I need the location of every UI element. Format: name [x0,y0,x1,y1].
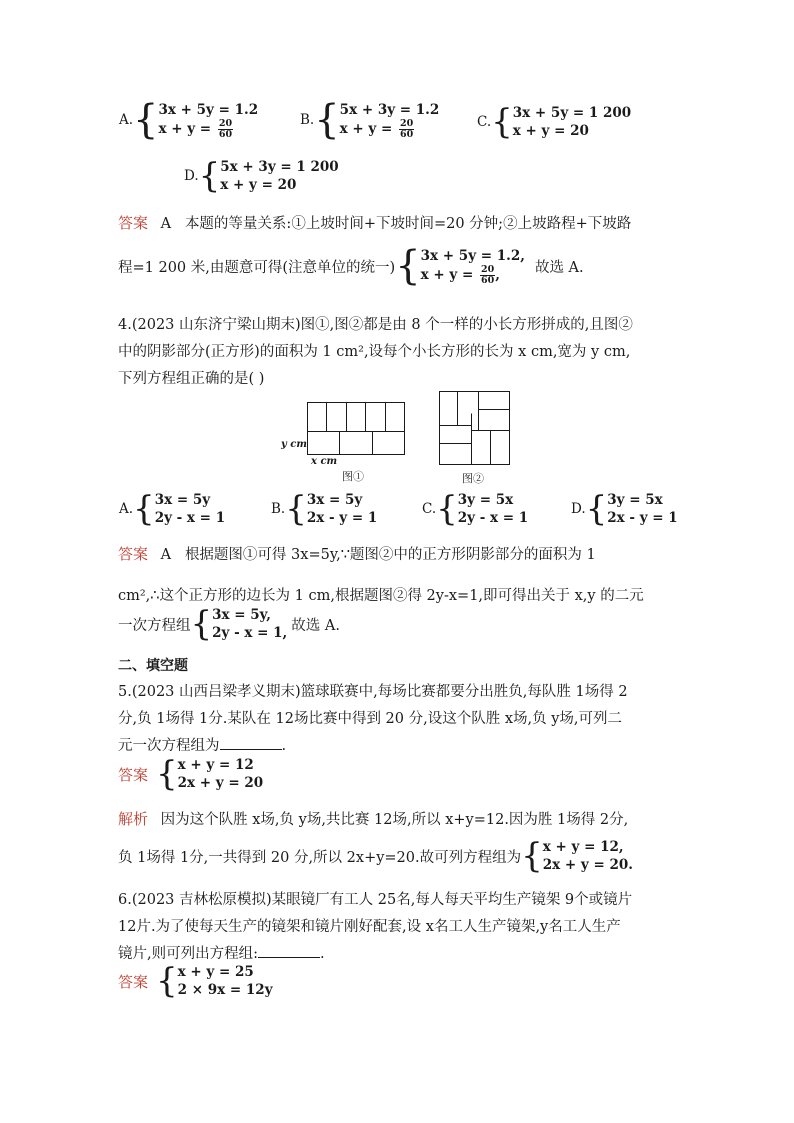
answer-text: 一次方程组 [118,617,191,634]
brace: { [190,604,213,644]
equation: x + y = $\frac{20}{60}$ [158,117,233,140]
brace: { [156,961,178,1001]
equation-system [220,158,338,194]
equation: 2y - x = 1 [154,510,226,526]
equation-system [421,247,525,286]
q4-answer-line-2: cm²,∴这个正方形的边长为 1 cm,根据题图②得 2y-x=1,即可得出关于 x,y 的二元 [118,588,644,604]
equation-system [458,491,528,527]
q3-answer-line-2 [118,243,584,289]
x-cm-label: x cm [311,456,338,467]
equation-system [340,101,440,140]
option-label: C. [477,114,492,130]
option-label: C. [422,501,437,517]
answer-text: 故选 A. [291,617,340,634]
q5-analysis-line-1 [118,808,628,829]
stem-text: 镜片,则可列出方程组: [118,946,258,962]
equation-system [159,101,259,140]
q4-option-b [271,491,377,527]
stem-text: . [281,738,287,754]
q4-option-c [422,491,528,527]
brace: { [198,156,221,196]
q4-stem-line-2: 中的阴影部分(正方形)的面积为 1 cm²,设每个小长方形的长为 x cm,宽为 y cm, [118,344,631,360]
q5-stem-line-1: 5.(2023 山西吕梁孝义期末)篮球联赛中,每场比赛都要分出胜负,每队胜 1场得 2 [118,684,628,700]
equation-system [155,491,225,527]
q3-option-d [184,158,339,194]
equation: x + y = 20 [512,123,589,139]
q3-option-b [300,97,440,143]
q4-option-d [571,491,678,527]
q4-answer-line-3 [118,606,340,642]
equation: 3x = 5y, [212,607,271,623]
brace: { [521,836,543,876]
equation: 3x + 5y = 1.2 [158,101,259,118]
answer-text: 程=1 200 米,由题意可得(注意单位的统一) [118,259,396,276]
equation: 2x - y = 1 [607,510,678,526]
equation: 5x + 3y = 1.2 [339,101,440,118]
q4-answer-line-1 [118,543,596,564]
equation: 3x = 5y [154,492,211,508]
answer-label: 答案 [118,972,149,991]
equation: 3x = 5y [306,492,363,508]
answer-label: 答案 [118,545,149,563]
equation: 3x + 5y = 1 200 [512,105,632,121]
q6-answer [118,963,273,999]
equation: 2 × 9x = 12y [177,982,273,998]
equation: x + y = 12, [542,839,624,855]
equation: 2x + y = 20 [177,775,264,791]
equation: 2y - x = 1, [212,625,288,641]
option-label: D. [184,168,199,184]
q6-stem-line-1: 6.(2023 吉林松原模拟)某眼镜厂有工人 25名,每人每天平均生产镜架 9个或镜片 [118,892,633,908]
answer-blank [220,735,282,750]
answer-text: 根据题图①可得 3x=5y,∵题图②中的正方形阴影部分的面积为 1 [184,547,596,563]
equation: 5x + 3y = 1 200 [220,159,339,175]
equation: 2x + y = 20. [542,857,633,873]
option-label: B. [271,501,286,517]
option-label: A. [119,112,134,128]
brace: { [395,243,421,289]
answer-choice: A [160,216,172,232]
analysis-label: 解析 [118,810,149,828]
q5-answer [118,756,263,792]
stem-text: 元一次方程组为 [118,738,220,754]
q6-stem-line-3 [118,942,325,963]
q3-option-a [119,97,259,143]
option-label: B. [300,112,315,128]
q4-option-a [119,491,225,527]
q5-analysis-line-2 [118,838,633,874]
equation: 3x + 5y = 1.2, [420,247,525,264]
equation: x + y = 25 [177,964,254,980]
equation-system [543,838,633,874]
equation: x + y = $\frac{20}{60}$ [339,117,414,140]
option-label: A. [119,501,134,517]
equation: x + y = $\frac{20}{60}$ , [420,263,500,286]
equation: x + y = 12 [177,757,254,773]
figure-2-caption: 图② [462,472,484,485]
stem-text: . [320,946,325,962]
brace: { [585,489,608,529]
figure-1 [280,398,410,484]
answer-text: 本题的等量关系:①上坡时间+下坡时间=20 分钟;②上坡路程+下坡路 [184,216,632,232]
q6-stem-line-2: 12片.为了使每天生产的镜架和镜片刚好配套,设 x名工人生产镜架,y名工人生产 [118,919,621,935]
figure-1-caption: 图① [342,470,364,483]
equation: 2x - y = 1 [306,510,378,526]
brace: { [491,102,513,142]
equation: x + y = 20 [220,177,297,193]
equation: 3y = 5x [457,492,514,508]
answer-blank [258,943,320,958]
equation: 2y - x = 1 [457,510,529,526]
q3-answer-line-1 [118,212,631,233]
answer-label: 答案 [118,765,149,784]
equation-system [607,491,677,527]
brace: { [133,489,155,529]
q3-option-c [477,104,631,140]
equation-system [513,104,631,140]
brace: { [156,754,178,794]
q5-stem-line-3 [118,734,286,755]
equation-system [178,963,273,999]
y-cm-label: y cm [281,439,307,450]
figure-2 [436,388,516,488]
answer-label: 答案 [118,214,149,232]
answer-choice: A [160,547,172,563]
analysis-text: 因为这个队胜 x场,负 y场,共比赛 12场,所以 x+y=12.因为胜 1场得 2分, [160,812,629,828]
q4-stem-line-3: 下列方程组正确的是( ) [118,371,265,387]
brace: { [133,97,159,143]
answer-text: 故选 A. [534,259,584,276]
brace: { [314,97,340,143]
q4-stem-line-1: 4.(2023 山东济宁梁山期末)图①,图②都是由 8 个一样的小长方形拼成的,且图② [118,317,633,333]
equation: 3y = 5x [607,492,663,508]
brace: { [285,489,307,529]
section-heading: 二、填空题 [118,658,188,674]
option-label: D. [571,501,586,517]
equation-system [178,756,264,792]
q5-stem-line-2: 分,负 1场得 1分.某队在 12场比赛中得到 20 分,设这个队胜 x场,负 y场,可列二 [118,711,623,727]
brace: { [436,489,458,529]
analysis-text: 负 1场得 1分,一共得到 20 分,所以 2x+y=20.故可列方程组为 [118,849,522,866]
equation-system [307,491,377,527]
equation-system [212,606,287,642]
